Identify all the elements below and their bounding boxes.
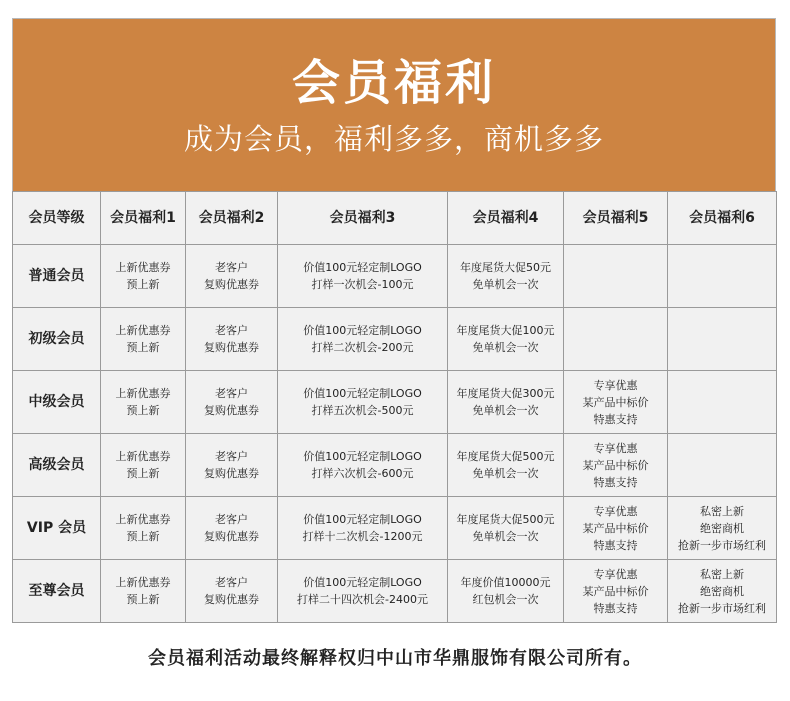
benefit-line: 免单机会一次 [472, 404, 539, 417]
column-header: 会员福利1 [101, 192, 186, 245]
column-header: 会员等级 [13, 192, 101, 245]
benefit-cell [668, 245, 777, 308]
benefit-cell [101, 497, 186, 560]
benefit-line: 上新优惠券 [115, 387, 171, 400]
benefit-line: 老客户 [215, 513, 248, 526]
benefit-cell [186, 434, 278, 497]
benefit-cell [101, 560, 186, 623]
benefit-line: 上新优惠券 [115, 513, 171, 526]
benefit-cell [448, 434, 564, 497]
benefit-line: 预上新 [126, 467, 160, 480]
benefit-line: 预上新 [126, 341, 160, 354]
benefit-cell [448, 497, 564, 560]
benefit-cell [668, 560, 777, 623]
benefit-cell [564, 308, 668, 371]
benefit-line: 年度尾货大促300元 [456, 387, 555, 400]
benefit-line: 特惠支持 [593, 538, 638, 552]
benefit-line: 价值100元轻定制LOGO [303, 450, 422, 463]
benefit-cell [186, 560, 278, 623]
benefit-line: 私密上新 [700, 567, 744, 581]
membership-benefits-panel [12, 18, 776, 623]
benefit-line: 打样十二次机会-1200元 [302, 530, 423, 543]
benefit-line: 抢新一步市场红利 [678, 538, 766, 552]
banner [12, 18, 776, 191]
benefit-line: 老客户 [215, 261, 248, 274]
benefit-line: 复购优惠券 [204, 278, 259, 291]
benefit-line: 价值100元轻定制LOGO [303, 576, 422, 589]
table-row [13, 308, 777, 371]
benefit-line: 专享优惠 [593, 378, 638, 392]
benefit-line: 老客户 [215, 450, 248, 463]
benefit-line: 年度尾货大促100元 [456, 324, 555, 337]
member-level-cell: 至尊会员 [13, 560, 101, 623]
benefit-line: 免单机会一次 [472, 530, 539, 543]
benefit-line: 上新优惠券 [115, 261, 171, 274]
benefit-line: 抢新一步市场红利 [678, 601, 766, 615]
column-header: 会员福利2 [186, 192, 278, 245]
benefit-cell [668, 497, 777, 560]
member-level-cell: 初级会员 [13, 308, 101, 371]
benefit-cell [278, 371, 448, 434]
benefit-line: 价值100元轻定制LOGO [303, 324, 422, 337]
benefit-line: 打样五次机会-500元 [311, 404, 414, 417]
column-header: 会员福利4 [448, 192, 564, 245]
benefit-line: 年度价值10000元 [460, 576, 551, 589]
benefit-line: 打样二十四次机会-2400元 [297, 593, 428, 606]
benefit-cell [448, 560, 564, 623]
benefit-line: 年度尾货大促500元 [456, 450, 555, 463]
benefit-cell [564, 434, 668, 497]
benefit-line: 专享优惠 [593, 567, 638, 581]
benefit-cell [101, 245, 186, 308]
column-header: 会员福利5 [564, 192, 668, 245]
benefit-line: 上新优惠券 [115, 450, 171, 463]
benefit-cell [186, 245, 278, 308]
benefit-line: 年度尾货大促500元 [456, 513, 555, 526]
benefit-line: 复购优惠券 [204, 404, 259, 417]
benefit-cell [668, 308, 777, 371]
benefit-line: 上新优惠券 [115, 324, 171, 337]
benefit-line: 老客户 [215, 387, 248, 400]
benefit-cell [101, 434, 186, 497]
benefit-line: 老客户 [215, 324, 248, 337]
benefit-line: 某产品中标价 [582, 521, 649, 535]
benefit-cell [668, 434, 777, 497]
footer-disclaimer: 会员福利活动最终解释权归中山市华鼎服饰有限公司所有。 [148, 648, 642, 669]
benefit-line: 私密上新 [700, 504, 744, 518]
table-row [13, 434, 777, 497]
benefit-line: 价值100元轻定制LOGO [303, 261, 422, 274]
banner-subtitle: 成为会员，福利多多，商机多多 [183, 122, 604, 156]
benefit-cell [668, 371, 777, 434]
benefit-cell [278, 308, 448, 371]
benefit-cell [448, 245, 564, 308]
benefit-line: 预上新 [126, 404, 160, 417]
benefit-line: 复购优惠券 [204, 593, 259, 606]
benefit-line: 特惠支持 [593, 412, 638, 426]
benefit-cell [186, 308, 278, 371]
column-header: 会员福利6 [668, 192, 777, 245]
benefit-line: 上新优惠券 [115, 576, 171, 589]
benefit-cell [278, 497, 448, 560]
benefit-cell [186, 371, 278, 434]
benefit-line: 复购优惠券 [204, 341, 259, 354]
benefit-line: 老客户 [215, 576, 248, 589]
benefit-line: 打样二次机会-200元 [311, 341, 414, 354]
benefit-cell [564, 560, 668, 623]
benefit-line: 专享优惠 [593, 441, 638, 455]
table-row [13, 371, 777, 434]
benefit-cell [278, 434, 448, 497]
benefit-line: 免单机会一次 [472, 341, 539, 354]
table-row [13, 497, 777, 560]
benefits-table [12, 191, 777, 623]
benefit-line: 专享优惠 [593, 504, 638, 518]
benefit-line: 打样六次机会-600元 [311, 467, 414, 480]
benefit-cell [278, 245, 448, 308]
benefit-cell [101, 371, 186, 434]
benefit-line: 绝密商机 [700, 521, 744, 535]
benefit-line: 某产品中标价 [582, 584, 649, 598]
member-level-cell: 普通会员 [13, 245, 101, 308]
table-row [13, 560, 777, 623]
benefit-cell [448, 308, 564, 371]
benefit-line: 红包机会一次 [472, 593, 539, 606]
benefit-line: 复购优惠券 [204, 467, 259, 480]
benefit-line: 某产品中标价 [582, 395, 649, 409]
table-row [13, 245, 777, 308]
table-header-row [13, 192, 777, 245]
member-level-cell: 高级会员 [13, 434, 101, 497]
benefit-line: 免单机会一次 [472, 278, 539, 291]
benefit-line: 预上新 [126, 530, 160, 543]
benefit-line: 打样一次机会-100元 [311, 278, 414, 291]
member-level-cell: 中级会员 [13, 371, 101, 434]
benefit-line: 预上新 [126, 278, 160, 291]
benefit-line: 价值100元轻定制LOGO [303, 513, 422, 526]
benefit-cell [186, 497, 278, 560]
member-level-cell: VIP 会员 [13, 497, 101, 560]
benefit-cell [564, 371, 668, 434]
benefit-cell [564, 497, 668, 560]
benefit-cell [564, 245, 668, 308]
benefit-line: 年度尾货大促50元 [460, 261, 551, 274]
benefit-line: 价值100元轻定制LOGO [303, 387, 422, 400]
table-body [13, 245, 777, 623]
benefit-line: 绝密商机 [700, 584, 744, 598]
benefit-cell [278, 560, 448, 623]
banner-title: 会员福利 [291, 55, 496, 111]
benefit-line: 免单机会一次 [472, 467, 539, 480]
benefit-line: 某产品中标价 [582, 458, 649, 472]
benefit-line: 复购优惠券 [204, 530, 259, 543]
benefit-line: 特惠支持 [593, 475, 638, 489]
benefit-line: 预上新 [126, 593, 160, 606]
benefit-cell [448, 371, 564, 434]
column-header: 会员福利3 [278, 192, 448, 245]
benefit-line: 特惠支持 [593, 601, 638, 615]
benefit-cell [101, 308, 186, 371]
